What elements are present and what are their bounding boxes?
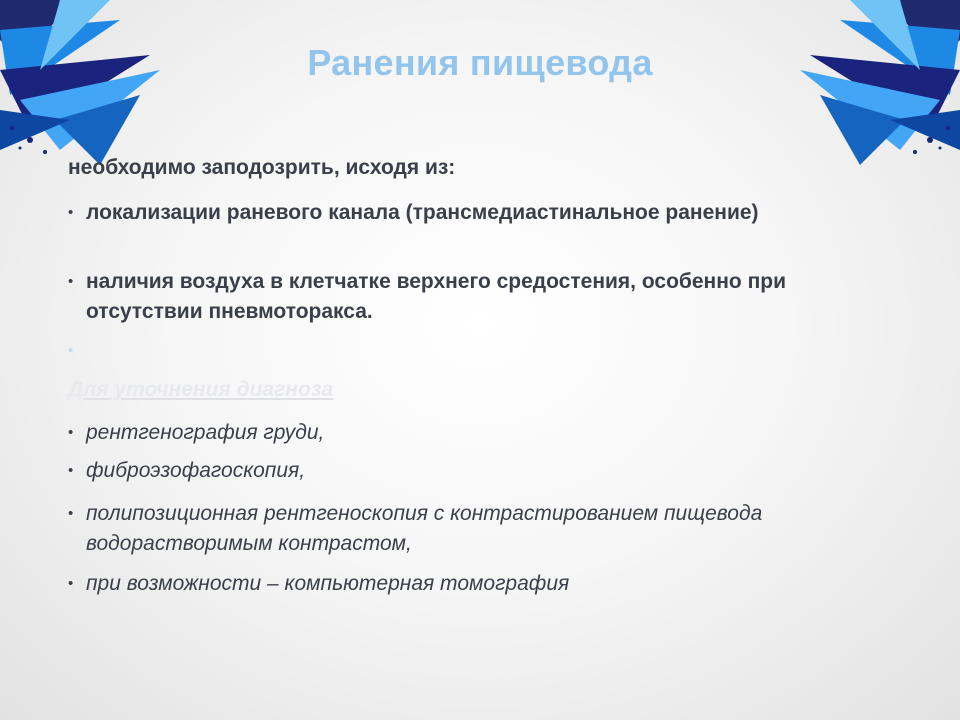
blue-shard-decoration-right [790, 0, 960, 170]
bullet-icon: • [68, 462, 74, 479]
list-item: • локализации раневого канала (трансмедиастинальное ранение) [68, 198, 858, 228]
bullet-icon: • [68, 204, 74, 221]
list-item: • при возможности – компьютерная томография [68, 569, 858, 599]
list-item: • наличия воздуха в клетчатке верхнего средостения, особенно при отсутствии пневмоторакса. [68, 267, 858, 327]
bullet-icon: • [68, 505, 74, 522]
list-item: • фиброэзофагоскопия, [68, 456, 858, 486]
intro-text: необходимо заподозрить, исходя из: [68, 156, 456, 179]
slide-title: Ранения пищевода [307, 42, 653, 83]
faint-heading: Для уточнения диагноза [68, 378, 334, 401]
blue-shard-decoration-left [0, 0, 170, 170]
list-item: • полипозиционная рентгеноскопия с контрастированием пищевода водорастворимым контрастом, [68, 499, 858, 559]
bullet-icon: • [68, 273, 74, 290]
bullet-icon: • [68, 575, 74, 592]
bullet-icon: • [68, 342, 74, 359]
empty-list-item [68, 336, 858, 366]
bullet-icon: • [68, 424, 74, 441]
list-item: • рентгенография груди, [68, 418, 858, 448]
